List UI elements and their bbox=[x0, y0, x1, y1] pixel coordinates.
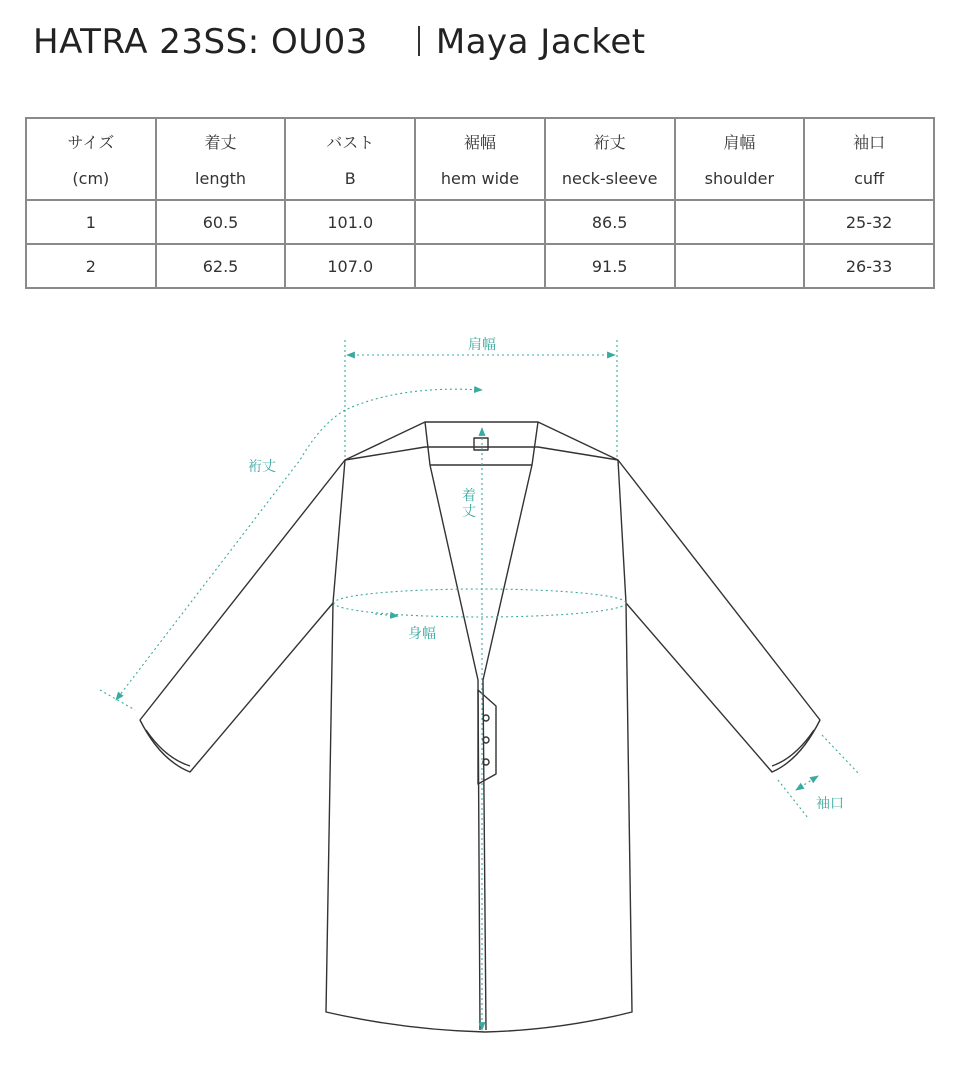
front-opening-right bbox=[483, 422, 538, 1030]
table-cell: 91.5 bbox=[545, 244, 675, 288]
col-bust: バスト B bbox=[285, 118, 415, 200]
table-cell bbox=[415, 200, 545, 244]
left-cuff-line bbox=[146, 730, 190, 766]
cuff-guide-2 bbox=[778, 780, 808, 818]
product-code: HATRA 23SS: OU03 bbox=[33, 22, 368, 62]
neck-sleeve-end bbox=[100, 690, 135, 710]
table-cell: 26-33 bbox=[804, 244, 934, 288]
table-header-row bbox=[26, 118, 934, 200]
size-table bbox=[25, 117, 935, 289]
table-cell: 1 bbox=[26, 200, 156, 244]
neck-sleeve-label: 裄丈 bbox=[248, 459, 276, 475]
table-cell: 25-32 bbox=[804, 200, 934, 244]
table-cell bbox=[675, 200, 805, 244]
col-length: 着丈 length bbox=[156, 118, 286, 200]
page-title bbox=[33, 20, 646, 64]
right-cuff-line bbox=[772, 730, 814, 766]
col-size: サイズ (cm) bbox=[26, 118, 156, 200]
cuff-label: 袖口 bbox=[816, 796, 844, 812]
col-cuff: 袖口 cuff bbox=[804, 118, 934, 200]
title-separator bbox=[418, 26, 420, 56]
table-cell: 60.5 bbox=[156, 200, 286, 244]
product-name: Maya Jacket bbox=[435, 22, 646, 62]
right-sleeve bbox=[618, 460, 820, 772]
neck-label bbox=[474, 438, 488, 450]
left-sleeve bbox=[140, 460, 345, 772]
table-cell bbox=[675, 244, 805, 288]
col-neck-sleeve: 裄丈 neck-sleeve bbox=[545, 118, 675, 200]
table-cell: 107.0 bbox=[285, 244, 415, 288]
table-row bbox=[26, 200, 934, 244]
table-cell: 2 bbox=[26, 244, 156, 288]
cuff-guide-1 bbox=[822, 735, 860, 775]
table-row bbox=[26, 244, 934, 288]
body-width-ellipse bbox=[334, 589, 626, 617]
garment-diagram bbox=[0, 300, 960, 1060]
col-hem: 裾幅 hem wide bbox=[415, 118, 545, 200]
table-cell: 62.5 bbox=[156, 244, 286, 288]
col-shoulder: 肩幅 shoulder bbox=[675, 118, 805, 200]
cuff-line bbox=[796, 776, 818, 790]
table-cell: 101.0 bbox=[285, 200, 415, 244]
table-cell bbox=[415, 244, 545, 288]
body-width-label: 身幅 bbox=[408, 626, 436, 642]
length-label-group bbox=[460, 484, 480, 520]
table-cell: 86.5 bbox=[545, 200, 675, 244]
length-label: 着丈 bbox=[462, 488, 476, 520]
shoulder-label: 肩幅 bbox=[468, 337, 496, 353]
